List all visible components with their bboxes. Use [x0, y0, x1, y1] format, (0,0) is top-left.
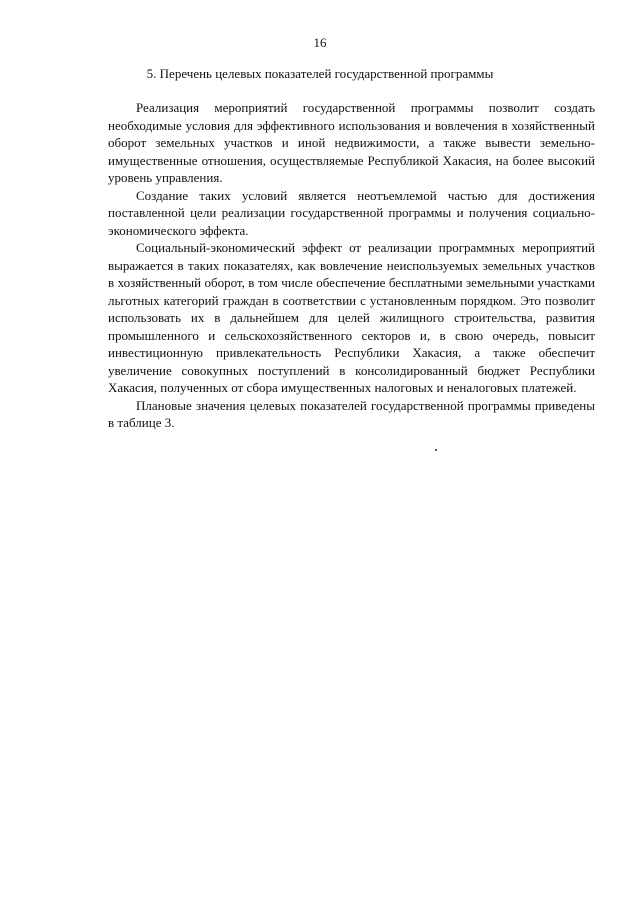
paragraph-4: Плановые значения целевых показателей государственной программы приведены в таблице 3.: [108, 397, 595, 430]
page-number: 16: [313, 35, 327, 50]
paragraph-2: Создание таких условий является неотъемлемой частью для достижения поставленной цели реализации государственной программы и получения социально-экономического эффекта.: [108, 187, 595, 238]
paragraph-1: Реализация мероприятий государственной программы позволит создать необходимые условия для эффективного использования и вовлечения в хозяйственный оборот земельных участков и иной недвижимости, а также вывести земельно-имущественные отношения, осуществляемые Республикой Хакасия, на более высокий уровень управления.: [108, 100, 595, 185]
body-text: [108, 99, 595, 432]
scan-speck: [435, 449, 437, 451]
section-title: 5. Перечень целевых показателей государственной программы: [146, 66, 494, 81]
paragraph-3: Социальный-экономический эффект от реализации программных мероприятий выражается в таких показателях, как вовлечение неиспользуемых земельных участков в хозяйственный оборот, в том числе обеспечение бесплатными земельными участками льготных категорий граждан в соответствии с установленным порядком. Это позволит использовать их в дальнейшем для целей жилищного строительства, развития промышленного и сельскохозяйственного секторов и, в свою очередь, повысит инвестиционную привлекательность Республики Хакасия, а также обеспечит увеличение совокупных поступлений в консолидированный бюджет Республики Хакасия, полученных от сбора имущественных налоговых и неналоговых платежей.: [108, 240, 595, 395]
